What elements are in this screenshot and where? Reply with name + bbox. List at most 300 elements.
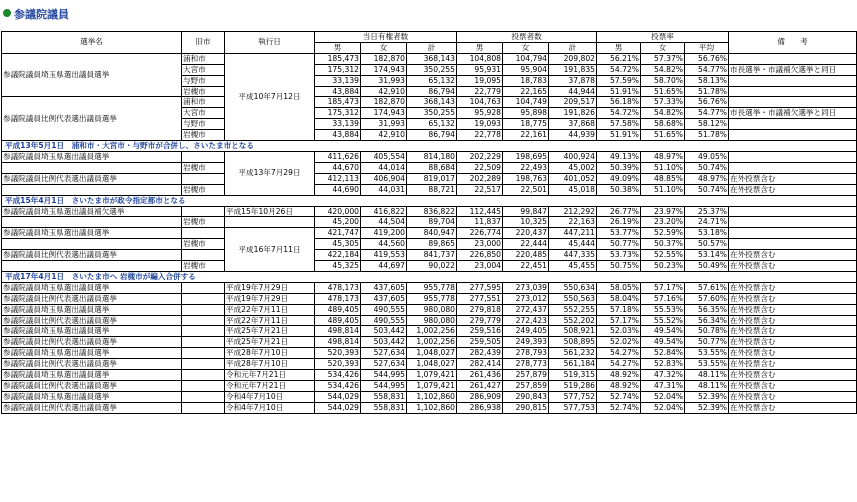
- remark: 在外投票含む: [729, 184, 857, 195]
- value-cell: 220,437: [503, 228, 549, 239]
- table-row: [2, 282, 857, 293]
- value-cell: 1,048,027: [407, 348, 457, 359]
- election-name: 参議院議員埼玉県選出議員選挙: [2, 282, 182, 293]
- table-row: [2, 304, 857, 315]
- value-cell: 478,173: [315, 293, 361, 304]
- table-row: [2, 53, 857, 64]
- election-name: 参議院議員比例代表選出議員選挙: [2, 359, 182, 370]
- value-cell: 55.53%: [641, 304, 685, 315]
- election-name: 参議院議員比例代表選出議員選挙: [2, 293, 182, 304]
- value-cell: 11,837: [457, 217, 503, 228]
- election-date: [225, 217, 315, 228]
- remark: [729, 130, 857, 141]
- value-cell: 182,870: [361, 97, 407, 108]
- value-cell: 86,794: [407, 130, 457, 141]
- value-cell: 282,439: [457, 348, 503, 359]
- value-cell: 50.38%: [597, 184, 641, 195]
- value-cell: 22,444: [503, 239, 549, 250]
- value-cell: 23,000: [457, 239, 503, 250]
- value-cell: 58.12%: [685, 119, 729, 130]
- value-cell: 1,079,421: [407, 381, 457, 392]
- value-cell: 552,255: [549, 304, 597, 315]
- value-cell: 57.59%: [597, 75, 641, 86]
- subheader-female: 女: [641, 42, 685, 53]
- value-cell: 56.76%: [685, 97, 729, 108]
- value-cell: 226,774: [457, 228, 503, 239]
- city-name: 岩槻市: [182, 217, 225, 228]
- value-cell: 89,865: [407, 239, 457, 250]
- remark: [729, 119, 857, 130]
- value-cell: 104,794: [503, 53, 549, 64]
- value-cell: 257,859: [503, 381, 549, 392]
- election-name: 参議院議員埼玉県選出議員選挙: [2, 370, 182, 381]
- value-cell: 278,773: [503, 359, 549, 370]
- election-name: [2, 162, 182, 173]
- value-cell: 286,938: [457, 402, 503, 413]
- city-name: [182, 228, 225, 239]
- value-cell: 48.85%: [641, 173, 685, 184]
- election-name: [2, 217, 182, 228]
- table-row: [2, 184, 857, 195]
- election-date: 平成16年7月11日: [225, 228, 315, 272]
- value-cell: 350,255: [407, 64, 457, 75]
- city-name: [182, 304, 225, 315]
- value-cell: 955,778: [407, 282, 457, 293]
- value-cell: 56.76%: [685, 53, 729, 64]
- value-cell: 544,029: [315, 402, 361, 413]
- value-cell: 86,794: [407, 86, 457, 97]
- election-name: 参議院議員埼玉県選出議員選挙: [2, 391, 182, 402]
- city-name: 与野市: [182, 119, 225, 130]
- section-header-row: [2, 271, 857, 282]
- value-cell: 577,752: [549, 391, 597, 402]
- remark: 在外投票含む: [729, 402, 857, 413]
- value-cell: 51.10%: [641, 184, 685, 195]
- value-cell: 48.97%: [685, 173, 729, 184]
- value-cell: 22,501: [503, 184, 549, 195]
- value-cell: 95,904: [503, 64, 549, 75]
- value-cell: 95,928: [457, 108, 503, 119]
- value-cell: 400,924: [549, 151, 597, 162]
- value-cell: 520,393: [315, 348, 361, 359]
- value-cell: 819,017: [407, 173, 457, 184]
- table-row: [2, 326, 857, 337]
- value-cell: 421,747: [315, 228, 361, 239]
- value-cell: 279,818: [457, 304, 503, 315]
- remark: 市長選挙・市議補欠選挙と同日: [729, 108, 857, 119]
- value-cell: 18,783: [503, 75, 549, 86]
- value-cell: 99,847: [503, 206, 549, 217]
- remark: 在外投票含む: [729, 337, 857, 348]
- table-row: [2, 348, 857, 359]
- value-cell: 50.74%: [685, 162, 729, 173]
- subheader-male: 男: [315, 42, 361, 53]
- city-name: 浦和市: [182, 97, 225, 108]
- city-name: [182, 348, 225, 359]
- value-cell: 550,563: [549, 293, 597, 304]
- value-cell: 33,139: [315, 119, 361, 130]
- election-name: 参議院議員埼玉県選出議員選挙: [2, 326, 182, 337]
- value-cell: 220,485: [503, 250, 549, 261]
- value-cell: 56.18%: [597, 97, 641, 108]
- election-date: 平成25年7月21日: [225, 326, 315, 337]
- value-cell: 840,947: [407, 228, 457, 239]
- table-row: [2, 359, 857, 370]
- value-cell: 44,939: [549, 130, 597, 141]
- election-name: 参議院議員比例代表選出議員選挙: [2, 173, 182, 184]
- value-cell: 104,749: [503, 97, 549, 108]
- value-cell: 51.65%: [641, 86, 685, 97]
- value-cell: 368,143: [407, 97, 457, 108]
- election-name: 参議院議員埼玉県選出議員選挙: [2, 53, 182, 97]
- value-cell: 198,695: [503, 151, 549, 162]
- value-cell: 23.97%: [641, 206, 685, 217]
- value-cell: 498,814: [315, 337, 361, 348]
- bullet-icon: [3, 9, 11, 17]
- table-row: [2, 173, 857, 184]
- value-cell: 65,132: [407, 75, 457, 86]
- value-cell: 401,052: [549, 173, 597, 184]
- election-date: 平成28年7月10日: [225, 359, 315, 370]
- table-row: [2, 381, 857, 392]
- city-name: 岩槻市: [182, 184, 225, 195]
- election-name: 参議院議員埼玉県選出議員選挙: [2, 151, 182, 162]
- table-row: [2, 239, 857, 250]
- value-cell: 185,473: [315, 97, 361, 108]
- election-date: 平成15年10月26日: [225, 206, 315, 217]
- city-name: 岩槻市: [182, 261, 225, 272]
- city-name: [182, 381, 225, 392]
- city-name: 与野市: [182, 75, 225, 86]
- value-cell: 272,437: [503, 304, 549, 315]
- value-cell: 955,778: [407, 293, 457, 304]
- value-cell: 54.82%: [641, 64, 685, 75]
- value-cell: 90,022: [407, 261, 457, 272]
- value-cell: 43,884: [315, 86, 361, 97]
- value-cell: 273,039: [503, 282, 549, 293]
- value-cell: 31,993: [361, 75, 407, 86]
- section-header-row: [2, 141, 857, 152]
- value-cell: 55.52%: [641, 315, 685, 326]
- value-cell: 51.91%: [597, 130, 641, 141]
- value-cell: 259,505: [457, 337, 503, 348]
- subheader-male: 男: [597, 42, 641, 53]
- election-date: 令和元年7月21日: [225, 370, 315, 381]
- table-row: [2, 315, 857, 326]
- value-cell: 836,822: [407, 206, 457, 217]
- value-cell: 49.05%: [685, 151, 729, 162]
- election-date: 平成13年7月29日: [225, 151, 315, 195]
- value-cell: 175,312: [315, 108, 361, 119]
- city-name: [182, 151, 225, 162]
- value-cell: 202,289: [457, 173, 503, 184]
- value-cell: 489,405: [315, 315, 361, 326]
- election-date: 平成28年7月10日: [225, 348, 315, 359]
- value-cell: 42,910: [361, 86, 407, 97]
- header-voters: 投票者数: [457, 32, 597, 43]
- city-name: [182, 326, 225, 337]
- value-cell: 544,029: [315, 391, 361, 402]
- value-cell: 561,184: [549, 359, 597, 370]
- city-name: 岩槻市: [182, 86, 225, 97]
- value-cell: 56.35%: [685, 304, 729, 315]
- value-cell: 558,831: [361, 391, 407, 402]
- value-cell: 52.02%: [597, 337, 641, 348]
- value-cell: 22,509: [457, 162, 503, 173]
- value-cell: 49.09%: [597, 173, 641, 184]
- value-cell: 22,165: [503, 86, 549, 97]
- value-cell: 25.37%: [685, 206, 729, 217]
- election-date: 平成19年7月29日: [225, 293, 315, 304]
- value-cell: 53.55%: [685, 359, 729, 370]
- table-row: [2, 391, 857, 402]
- value-cell: 45,305: [315, 239, 361, 250]
- remark: 在外投票含む: [729, 304, 857, 315]
- value-cell: 416,822: [361, 206, 407, 217]
- value-cell: 44,690: [315, 184, 361, 195]
- value-cell: 980,080: [407, 304, 457, 315]
- header-turnout: 投票率: [597, 32, 729, 43]
- section-header: 平成13年5月1日 浦和市・大宮市・与野市が合併し、さいたま市となる: [2, 141, 857, 152]
- value-cell: 350,255: [407, 108, 457, 119]
- subheader-total: 計: [407, 42, 457, 53]
- remark: [729, 97, 857, 108]
- value-cell: 50.57%: [685, 239, 729, 250]
- value-cell: 508,895: [549, 337, 597, 348]
- city-name: [182, 370, 225, 381]
- value-cell: 52.04%: [641, 391, 685, 402]
- section-header: 平成15年4月1日 さいたま市が政令指定都市となる: [2, 195, 857, 206]
- value-cell: 53.73%: [597, 250, 641, 261]
- value-cell: 19,095: [457, 75, 503, 86]
- value-cell: 209,517: [549, 97, 597, 108]
- value-cell: 88,684: [407, 162, 457, 173]
- value-cell: 44,560: [361, 239, 407, 250]
- value-cell: 290,843: [503, 391, 549, 402]
- value-cell: 44,031: [361, 184, 407, 195]
- election-name: 参議院議員埼玉県選出議員選挙: [2, 228, 182, 239]
- value-cell: 54.82%: [641, 108, 685, 119]
- value-cell: 45,455: [549, 261, 597, 272]
- value-cell: 185,473: [315, 53, 361, 64]
- table-row: [2, 402, 857, 413]
- city-name: 浦和市: [182, 53, 225, 64]
- value-cell: 48.11%: [685, 370, 729, 381]
- value-cell: 478,173: [315, 282, 361, 293]
- remark: [729, 239, 857, 250]
- value-cell: 519,286: [549, 381, 597, 392]
- election-name: [2, 261, 182, 272]
- value-cell: 508,921: [549, 326, 597, 337]
- value-cell: 1,002,256: [407, 337, 457, 348]
- value-cell: 51.65%: [641, 130, 685, 141]
- value-cell: 54.72%: [597, 108, 641, 119]
- page-header: [0, 0, 857, 26]
- value-cell: 261,436: [457, 370, 503, 381]
- election-name: [2, 239, 182, 250]
- city-name: [182, 315, 225, 326]
- city-name: 岩槻市: [182, 130, 225, 141]
- value-cell: 412,113: [315, 173, 361, 184]
- value-cell: 88,721: [407, 184, 457, 195]
- value-cell: 58.05%: [597, 282, 641, 293]
- value-cell: 1,079,421: [407, 370, 457, 381]
- value-cell: 249,393: [503, 337, 549, 348]
- election-date: 平成22年7月11日: [225, 304, 315, 315]
- value-cell: 54.72%: [597, 64, 641, 75]
- remark: [729, 217, 857, 228]
- value-cell: 95,898: [503, 108, 549, 119]
- value-cell: 841,737: [407, 250, 457, 261]
- value-cell: 202,229: [457, 151, 503, 162]
- city-name: 岩槻市: [182, 239, 225, 250]
- value-cell: 447,211: [549, 228, 597, 239]
- table-row: [2, 250, 857, 261]
- value-cell: 49.54%: [641, 326, 685, 337]
- value-cell: 47.31%: [641, 381, 685, 392]
- value-cell: 44,697: [361, 261, 407, 272]
- value-cell: 22,493: [503, 162, 549, 173]
- value-cell: 37,868: [549, 119, 597, 130]
- value-cell: 57.58%: [597, 119, 641, 130]
- remark: 在外投票含む: [729, 359, 857, 370]
- table-row: [2, 217, 857, 228]
- value-cell: 50.75%: [597, 261, 641, 272]
- value-cell: 419,553: [361, 250, 407, 261]
- value-cell: 437,605: [361, 282, 407, 293]
- election-name: 参議院議員埼玉県選出議員選挙: [2, 348, 182, 359]
- value-cell: 22,778: [457, 130, 503, 141]
- value-cell: 490,555: [361, 315, 407, 326]
- subheader-average: 平均: [685, 42, 729, 53]
- city-name: [182, 359, 225, 370]
- table-row: [2, 293, 857, 304]
- value-cell: 52.03%: [597, 326, 641, 337]
- value-cell: 51.91%: [597, 86, 641, 97]
- value-cell: 53.77%: [597, 228, 641, 239]
- header-election: 選挙名: [2, 32, 182, 54]
- value-cell: 257,879: [503, 370, 549, 381]
- subheader-female: 女: [361, 42, 407, 53]
- value-cell: 53.55%: [685, 348, 729, 359]
- value-cell: 57.18%: [597, 304, 641, 315]
- remark: 在外投票含む: [729, 282, 857, 293]
- election-date: 平成25年7月21日: [225, 337, 315, 348]
- value-cell: 51.78%: [685, 86, 729, 97]
- value-cell: 58.13%: [685, 75, 729, 86]
- value-cell: 44,014: [361, 162, 407, 173]
- value-cell: 23.20%: [641, 217, 685, 228]
- remark: [729, 162, 857, 173]
- remark: 在外投票含む: [729, 381, 857, 392]
- value-cell: 503,442: [361, 326, 407, 337]
- table-row: [2, 151, 857, 162]
- remark: [729, 75, 857, 86]
- value-cell: 544,995: [361, 381, 407, 392]
- value-cell: 249,405: [503, 326, 549, 337]
- table-row: [2, 162, 857, 173]
- table-row: [2, 97, 857, 108]
- value-cell: 95,931: [457, 64, 503, 75]
- value-cell: 411,626: [315, 151, 361, 162]
- value-cell: 52.84%: [641, 348, 685, 359]
- city-name: 大宮市: [182, 108, 225, 119]
- value-cell: 49.54%: [641, 337, 685, 348]
- value-cell: 57.33%: [641, 97, 685, 108]
- value-cell: 23,004: [457, 261, 503, 272]
- value-cell: 22,517: [457, 184, 503, 195]
- remark: 在外投票含む: [729, 370, 857, 381]
- election-name: 参議院議員比例代表選出議員選挙: [2, 337, 182, 348]
- value-cell: 558,831: [361, 402, 407, 413]
- value-cell: 44,504: [361, 217, 407, 228]
- value-cell: 226,850: [457, 250, 503, 261]
- value-cell: 33,139: [315, 75, 361, 86]
- city-name: [182, 293, 225, 304]
- value-cell: 58.68%: [641, 119, 685, 130]
- value-cell: 37,878: [549, 75, 597, 86]
- value-cell: 50.77%: [685, 337, 729, 348]
- city-name: [182, 173, 225, 184]
- value-cell: 48.92%: [597, 381, 641, 392]
- value-cell: 191,826: [549, 108, 597, 119]
- value-cell: 22,779: [457, 86, 503, 97]
- election-name: 参議院議員比例代表選出議員選挙: [2, 381, 182, 392]
- value-cell: 490,555: [361, 304, 407, 315]
- value-cell: 279,779: [457, 315, 503, 326]
- value-cell: 282,414: [457, 359, 503, 370]
- value-cell: 26.77%: [597, 206, 641, 217]
- subheader-male: 男: [457, 42, 503, 53]
- value-cell: 212,292: [549, 206, 597, 217]
- value-cell: 22,161: [503, 130, 549, 141]
- value-cell: 422,184: [315, 250, 361, 261]
- value-cell: 57.37%: [641, 53, 685, 64]
- value-cell: 52.74%: [597, 391, 641, 402]
- value-cell: 104,808: [457, 53, 503, 64]
- value-cell: 419,200: [361, 228, 407, 239]
- value-cell: 45,002: [549, 162, 597, 173]
- value-cell: 58.04%: [597, 293, 641, 304]
- subheader-female: 女: [503, 42, 549, 53]
- value-cell: 50.49%: [685, 261, 729, 272]
- value-cell: 174,943: [361, 108, 407, 119]
- value-cell: 278,793: [503, 348, 549, 359]
- table-row: [2, 261, 857, 272]
- remark: 在外投票含む: [729, 250, 857, 261]
- value-cell: 368,143: [407, 53, 457, 64]
- value-cell: 24.71%: [685, 217, 729, 228]
- remark: [729, 53, 857, 64]
- value-cell: 544,995: [361, 370, 407, 381]
- election-name: 参議院議員埼玉県選出議員選挙: [2, 304, 182, 315]
- table-header-row: [2, 32, 857, 43]
- value-cell: 10,325: [503, 217, 549, 228]
- value-cell: 48.11%: [685, 381, 729, 392]
- value-cell: 31,993: [361, 119, 407, 130]
- value-cell: 50.78%: [685, 326, 729, 337]
- value-cell: 277,595: [457, 282, 503, 293]
- remark: [729, 86, 857, 97]
- value-cell: 534,426: [315, 370, 361, 381]
- election-name: 参議院議員比例代表選出議員選挙: [2, 97, 182, 141]
- value-cell: 47.32%: [641, 370, 685, 381]
- value-cell: 56.21%: [597, 53, 641, 64]
- value-cell: 561,232: [549, 348, 597, 359]
- value-cell: 1,002,256: [407, 326, 457, 337]
- value-cell: 58.70%: [641, 75, 685, 86]
- subheader-total: 計: [549, 42, 597, 53]
